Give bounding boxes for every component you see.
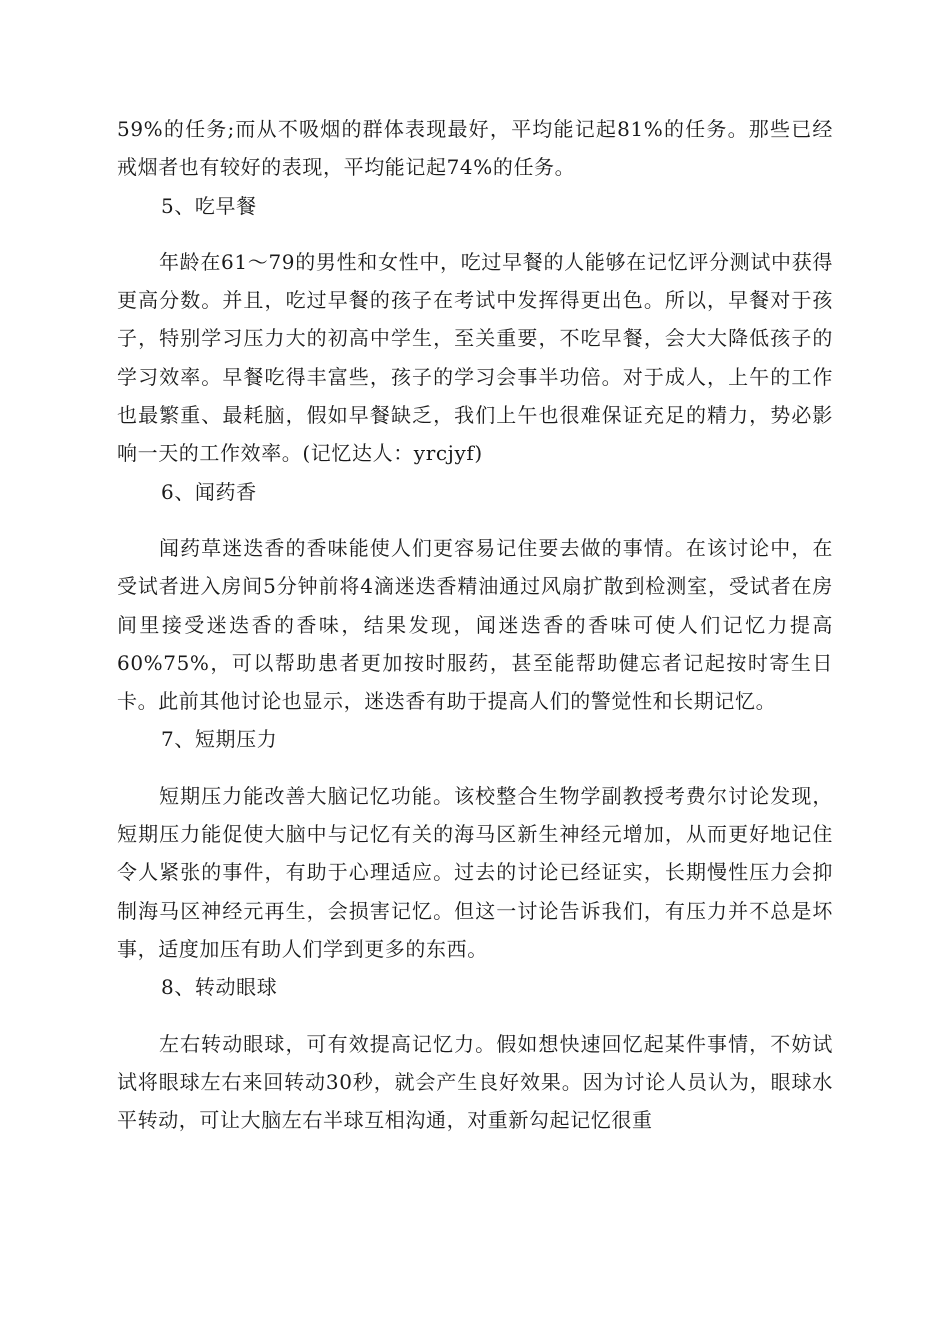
section-heading-rosemary: 6、闻药香: [161, 479, 257, 504]
section-body-eye-rotation: 左右转动眼球，可有效提高记忆力。假如想快速回忆起某件事情，不妨试试将眼球左右来回转动30秒，就会产生良好效果。因为讨论人员认为，眼球水平转动，可让大脑左右半球互相沟通，对重新勾起记忆很重: [117, 1031, 833, 1133]
section-body-breakfast: 年龄在61～79的男性和女性中，吃过早餐的人能够在记忆评分测试中获得更高分数。并且，吃过早餐的孩子在考试中发挥得更出色。所以，早餐对于孩子，特别学习压力大的初高中学生，至关重要，不吃早餐，会大大降低孩子的学习效率。早餐吃得丰富些，孩子的学习会事半功倍。对于成人，上午的工作也最繁重、最耗脑，假如早餐缺乏，我们上午也很难保证充足的精力，势必影响一天的工作效率。(记忆达人：yrcjyf): [117, 249, 833, 466]
section-body-short-term-stress: 短期压力能改善大脑记忆功能。该校整合生物学副教授考费尔讨论发现，短期压力能促使大脑中与记忆有关的海马区新生神经元增加，从而更好地记住令人紧张的事件，有助于心理适应。过去的讨论已经证实，长期慢性压力会抑制海马区神经元再生，会损害记忆。但这一讨论告诉我们，有压力并不总是坏事，适度加压有助人们学到更多的东西。: [117, 783, 833, 961]
section-heading-breakfast: 5、吃早餐: [161, 193, 257, 218]
document-page: [117, 110, 833, 1139]
section-heading-short-term-stress: 7、短期压力: [161, 727, 278, 752]
intro-paragraph: 59%的任务;而从不吸烟的群体表现最好，平均能记起81%的任务。那些已经戒烟者也有较好的表现，平均能记起74%的任务。: [117, 117, 833, 180]
section-body-rosemary: 闻药草迷迭香的香味能使人们更容易记住要去做的事情。在该讨论中，在受试者进入房间5分钟前将4滴迷迭香精油通过风扇扩散到检测室，受试者在房间里接受迷迭香的香味，结果发现，闻迷迭香的香味可使人们记忆力提高60%75%，可以帮助患者更加按时服药，甚至能帮助健忘者记起按时寄生日卡。此前其他讨论也显示，迷迭香有助于提高人们的警觉性和长期记忆。: [117, 535, 833, 714]
section-heading-eye-rotation: 8、转动眼球: [161, 975, 278, 1000]
